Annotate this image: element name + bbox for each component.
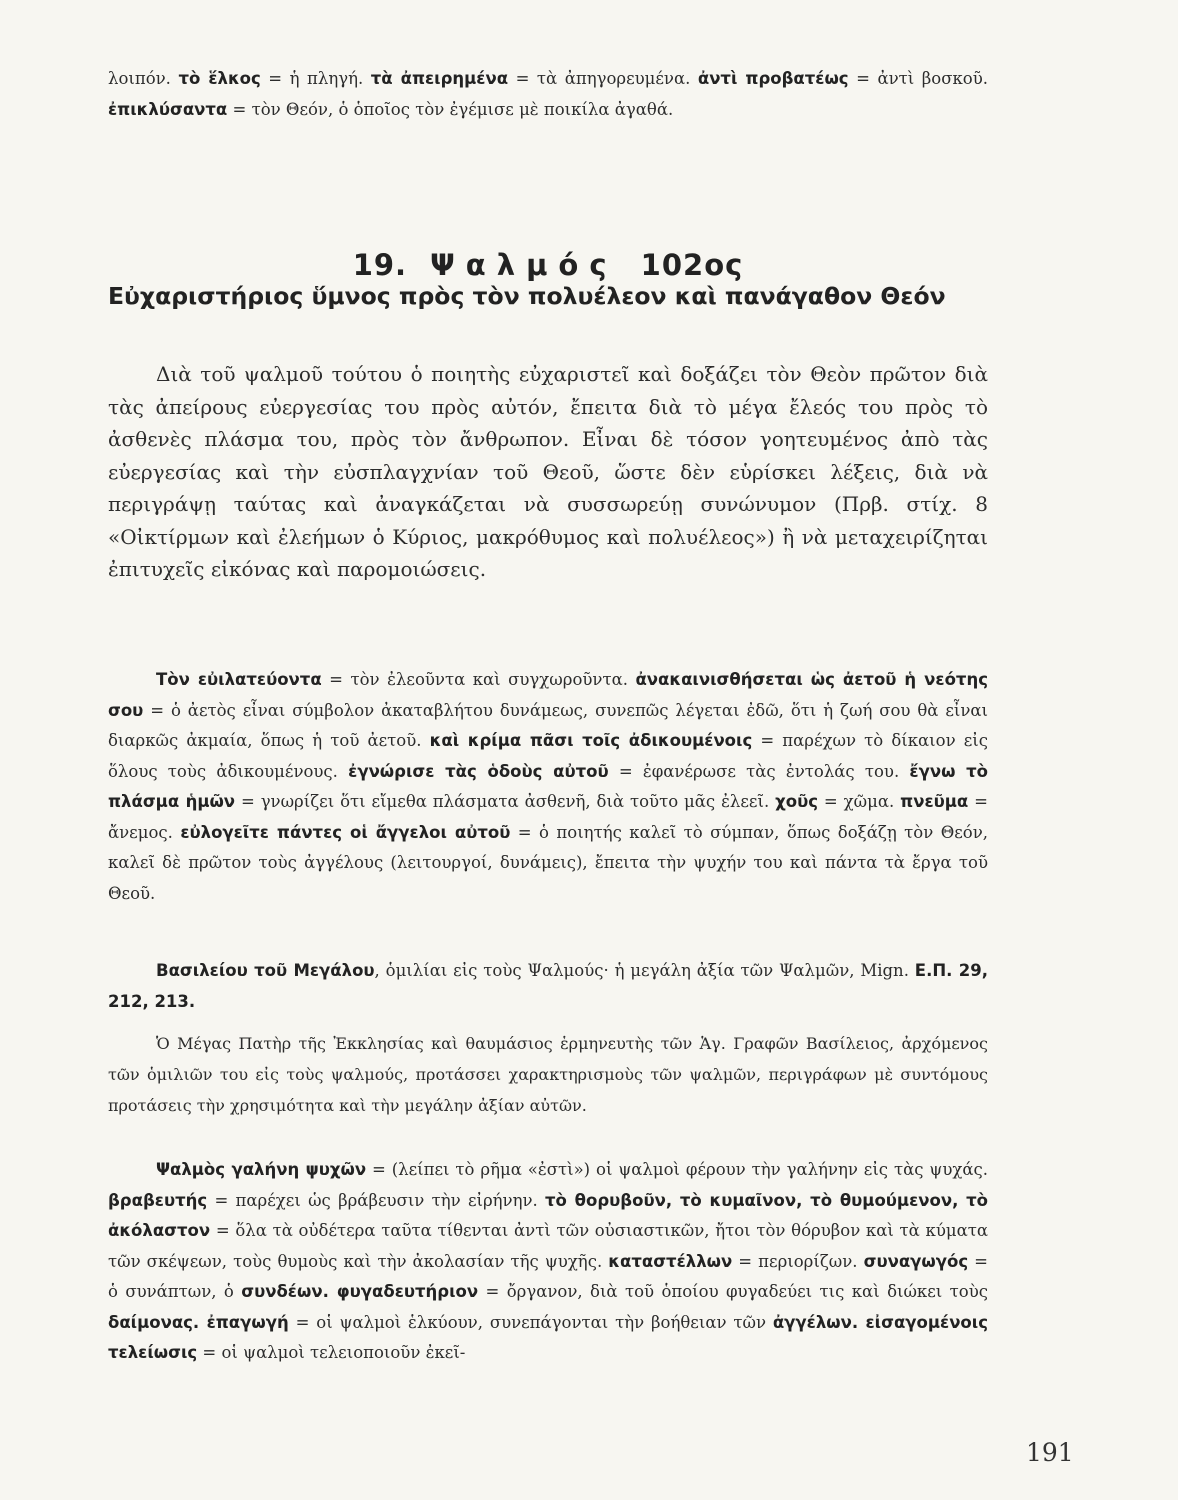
gloss-text: = ἄνεμος. <box>108 792 989 842</box>
gloss-text: = ἀντὶ βοσκοῦ. <box>848 69 988 88</box>
gloss-term: Ψαλμὸς γαλήνη ψυχῶν <box>156 1160 367 1179</box>
gloss-text: = οἱ ψαλμοὶ ἑλκύουν, συνεπάγονται τὴν βοήθειαν τῶν <box>288 1312 773 1332</box>
psalm-number: 102ος <box>640 248 744 282</box>
gloss-term: πνεῦμα <box>900 792 969 811</box>
glossary-paragraph-1 <box>108 665 988 909</box>
gloss-term: τὸ ἕλκος <box>178 69 261 88</box>
gloss-term: συναγωγός <box>863 1251 969 1271</box>
gloss-term: ἐπικλύσαντα <box>108 99 228 119</box>
gloss-text: = περιορίζων. <box>732 1251 864 1271</box>
basil-reference <box>108 956 988 1017</box>
gloss-text: = ὁ ἀετὸς εἶναι σύμβολον ἀκαταβλήτου δυνάμεως, συνεπῶς λέγεται ἐδῶ, ὅτι ἡ ζωή σου θὰ εἶναι διαρκῶς ἀκμαία, ὅπως ἡ τοῦ ἀετοῦ. <box>108 700 988 750</box>
section-heading <box>108 248 988 282</box>
intro-paragraph: Διὰ τοῦ ψαλμοῦ τούτου ὁ ποιητὴς εὐχαριστεῖ καὶ δοξάζει τὸν Θεὸν πρῶτον διὰ τὰς ἀπείρους εὐεργεσίας του πρὸς αὐτόν, ἔπειτα διὰ τὸ μέγα ἔλεός του πρὸς τὸ ἀσθενὲς πλάσμα του, πρὸς τὸν ἄνθρωπον. Εἶναι δὲ τόσον γοητευμένος ἀπὸ τὰς εὐεργεσίας καὶ τὴν εὐσπλαγχνίαν τοῦ Θεοῦ, ὥστε δὲν εὑρίσκει λέξεις, διὰ νὰ περιγράψῃ ταύτας καὶ ἀναγκάζεται νὰ συσσωρεύῃ συνώνυμον (Πρβ. στίχ. 8 «Οἰκτίρμων καὶ ἐλεήμων ὁ Κύριος, μακρόθυμος καὶ πολυέλεος») ἢ νὰ μεταχειρίζηται ἐπιτυχεῖς εἰκόνας καὶ παρομοιώσεις. <box>108 362 988 581</box>
gloss-term: καὶ κρίμα πᾶσι τοῖς ἀδικουμένοις <box>429 731 753 750</box>
gloss-text: = τὸν ἐλεοῦντα καὶ συγχωροῦντα. <box>321 670 636 689</box>
gloss-term: χοῦς <box>775 792 819 811</box>
gloss-text: = ἡ πληγή. <box>260 69 371 88</box>
gloss-text: = (λείπει τὸ ρῆμα «ἐστὶ») οἱ ψαλμοὶ φέρουν τὴν γαλήνην εἰς τὰς ψυχάς. <box>366 1160 988 1179</box>
basil-intro-paragraph: Ὁ Μέγας Πατὴρ τῆς Ἐκκλησίας καὶ θαυμάσιος ἑρμηνευτὴς τῶν Ἁγ. Γραφῶν Βασίλειος, ἀρχόμενος τῶν ὁμιλιῶν του εἰς τοὺς ψαλμούς, προτάσσει χαρακτηρισμοὺς τῶν ψαλμῶν, περιγράφων μὲ συντόμους προτάσεις τὴν χρησιμότητα καὶ τὴν μεγάλην ἀξίαν αὐτῶν. <box>108 1034 988 1115</box>
gloss-term: ἀγγέλων. εἰσαγομένοις τελείωσις <box>108 1312 988 1362</box>
gloss-term: Τὸν εὐιλατεύοντα <box>156 670 322 689</box>
glossary-paragraph-2 <box>108 1155 988 1369</box>
gloss-text: = τὰ ἀπηγορευμένα. <box>508 69 698 88</box>
basil-citation: Ε.Π. 29, 212, 213. <box>108 961 988 1011</box>
gloss-text: = παρέχει ὡς βράβευσιν τὴν εἰρήνην. <box>207 1190 546 1210</box>
gloss-text: = τὸν Θεόν, ὁ ὁποῖος τὸν ἐγέμισε μὲ ποικίλα ἀγαθά. <box>227 99 674 119</box>
gloss-term: τὰ ἀπειρημένα <box>370 69 509 88</box>
gloss-term: καταστέλλων <box>608 1251 733 1271</box>
section-word: Ψαλμός <box>430 248 618 282</box>
section-number: 19. <box>352 248 408 282</box>
basil-author: Βασιλείου τοῦ Μεγάλου <box>156 961 375 980</box>
gloss-term: εὐλογεῖτε πάντες οἱ ἄγγελοι αὐτοῦ <box>180 822 511 842</box>
gloss-term: τὸ θορυβοῦν, τὸ κυμαῖνον, τὸ θυμούμενον, τὸ ἀκόλαστον <box>108 1190 988 1240</box>
top-glossary-paragraph <box>108 64 988 125</box>
gloss-text: = ὅλα τὰ οὐδέτερα ταῦτα τίθενται ἀντὶ τῶν οὐσιαστικῶν, ἤτοι τὸν θόρυβον καὶ τὰ κύματα τῶν σκέψεων, τοὺς θυμοὺς καὶ τὴν ἀκολασίαν τῆς ψυχῆς. <box>108 1221 988 1271</box>
gloss-text: λοιπόν. <box>108 69 179 88</box>
gloss-term: ἀνακαινισθήσεται ὡς ἀετοῦ ἡ νεότης σου <box>108 670 988 720</box>
basil-work: , ὁμιλίαι εἰς τοὺς Ψαλμούς· ἡ μεγάλη ἀξία τῶν Ψαλμῶν, Mign. <box>374 961 915 980</box>
gloss-term: βραβευτής <box>108 1190 208 1210</box>
gloss-term: ἐγνώρισε τὰς ὁδοὺς αὐτοῦ <box>348 761 609 781</box>
gloss-text: = χῶμα. <box>818 792 901 811</box>
gloss-text: = ὁ ποιητής καλεῖ τὸ σύμπαν, ὅπως δοξάζῃ τὸν Θεόν, καλεῖ δὲ πρῶτον τοὺς ἀγγέλους (λειτουργοί, δυνάμεις), ἔπειτα τὴν ψυχήν του καὶ πάντα τὰ ἔργα τοῦ Θεοῦ. <box>108 822 988 903</box>
section-subtitle: Εὐχαριστήριος ὕμνος πρὸς τὸν πολυέλεον καὶ πανάγαθον Θεόν <box>108 282 946 310</box>
gloss-text: = ὄργανον, διὰ τοῦ ὁποίου φυγαδεύει τις καὶ διώκει τοὺς <box>478 1282 988 1301</box>
gloss-term: δαίμονας. ἐπαγωγή <box>108 1312 289 1332</box>
gloss-text: = οἱ ψαλμοὶ τελειοποιοῦν ἐκεῖ- <box>197 1343 466 1362</box>
gloss-text: = παρέχων τὸ δίκαιον εἰς ὅλους τοὺς ἀδικουμένους. <box>108 731 989 781</box>
gloss-text: = ὁ συνάπτων, ὁ <box>108 1251 989 1301</box>
gloss-term: ἀντὶ προβατέως <box>697 69 849 88</box>
gloss-term: συνδέων. φυγαδευτήριον <box>241 1282 479 1301</box>
book-page <box>108 60 1074 1467</box>
gloss-text: = ἐφανέρωσε τὰς ἐντολάς του. <box>608 761 910 781</box>
page-number: 191 <box>1026 1438 1074 1467</box>
gloss-term: ἔγνω τὸ πλάσμα ἡμῶν <box>108 761 988 811</box>
gloss-text: = γνωρίζει ὅτι εἴμεθα πλάσματα ἀσθενῆ, διὰ τοῦτο μᾶς ἐλεεῖ. <box>235 792 776 811</box>
